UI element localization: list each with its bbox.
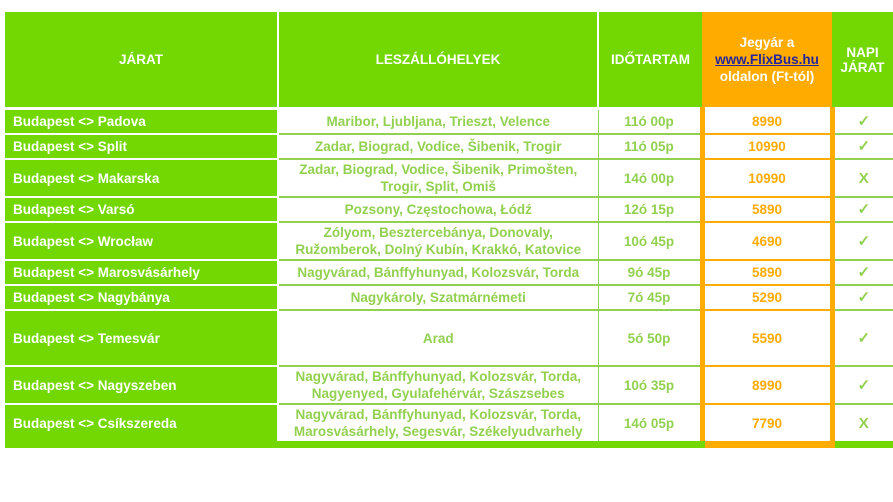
routes-table [5, 12, 893, 448]
stops-cell: Pozsony, Częstochowa, Łódź [278, 197, 598, 222]
duration-cell: 14ó 05p [598, 404, 702, 445]
flixbus-link[interactable]: www.FlixBus.hu [715, 52, 819, 67]
duration-cell: 14ó 00p [598, 159, 702, 197]
stops-cell: Zadar, Biograd, Vodice, Šibenik, Primošten, Trogir, Split, Omiš [278, 159, 598, 197]
stops-cell: Zólyom, Besztercebánya, Donovaly, Ružomberok, Dolný Kubín, Krakkó, Katovice [278, 222, 598, 260]
route-cell: Budapest <> Nagyszeben [5, 366, 278, 404]
price-cell: 8990 [702, 366, 832, 404]
daily-mark-cell: ✓ [832, 109, 893, 135]
daily-mark-cell: ✓ [832, 222, 893, 260]
header-idotartam: IDŐTARTAM [598, 12, 702, 109]
route-cell: Budapest <> Wrocław [5, 222, 278, 260]
route-cell: Budapest <> Temesvár [5, 310, 278, 366]
duration-cell: 11ó 00p [598, 109, 702, 135]
stops-cell: Maribor, Ljubljana, Trieszt, Velence [278, 109, 598, 135]
route-cell: Budapest <> Marosvásárhely [5, 260, 278, 285]
table-row [5, 404, 893, 445]
price-cell: 5590 [702, 310, 832, 366]
duration-cell: 12ó 15p [598, 197, 702, 222]
route-cell: Budapest <> Varsó [5, 197, 278, 222]
price-cell: 4690 [702, 222, 832, 260]
table-row [5, 366, 893, 404]
route-cell: Budapest <> Csíkszereda [5, 404, 278, 445]
duration-cell: 10ó 45p [598, 222, 702, 260]
price-cell: 7790 [702, 404, 832, 445]
price-header-line-1: Jegyár a [739, 35, 795, 50]
daily-mark-cell: X [832, 404, 893, 445]
price-cell: 10990 [702, 134, 832, 159]
duration-cell: 9ó 45p [598, 260, 702, 285]
stops-cell: Nagyvárad, Bánffyhunyad, Kolozsvár, Torda, Nagyenyed, Gyulafehérvár, Szászsebes [278, 366, 598, 404]
daily-mark-cell: ✓ [832, 366, 893, 404]
table-body [5, 109, 893, 445]
header-jegyar [702, 12, 832, 109]
daily-mark-cell: ✓ [832, 134, 893, 159]
price-cell: 5890 [702, 197, 832, 222]
daily-mark-cell: ✓ [832, 260, 893, 285]
stops-cell: Zadar, Biograd, Vodice, Šibenik, Trogir [278, 134, 598, 159]
route-cell: Budapest <> Nagybánya [5, 285, 278, 310]
duration-cell: 11ó 05p [598, 134, 702, 159]
daily-mark-cell: ✓ [832, 285, 893, 310]
stops-cell: Arad [278, 310, 598, 366]
table-row [5, 285, 893, 310]
table-row [5, 159, 893, 197]
header-row [5, 12, 893, 109]
table-row [5, 197, 893, 222]
route-cell: Budapest <> Padova [5, 109, 278, 135]
header-leszallohelyek: LESZÁLLÓHELYEK [278, 12, 598, 109]
route-cell: Budapest <> Split [5, 134, 278, 159]
duration-cell: 5ó 50p [598, 310, 702, 366]
stops-cell: Nagykároly, Szatmárnémeti [278, 285, 598, 310]
table-row [5, 222, 893, 260]
table-row [5, 310, 893, 366]
stops-cell: Nagyvárad, Bánffyhunyad, Kolozsvár, Torda [278, 260, 598, 285]
price-cell: 5290 [702, 285, 832, 310]
price-cell: 10990 [702, 159, 832, 197]
header-napi-jarat: NAPI JÁRAT [832, 12, 893, 109]
daily-mark-cell: ✓ [832, 197, 893, 222]
price-cell: 5890 [702, 260, 832, 285]
duration-cell: 7ó 45p [598, 285, 702, 310]
price-cell: 8990 [702, 109, 832, 135]
route-cell: Budapest <> Makarska [5, 159, 278, 197]
table-row [5, 134, 893, 159]
table-row [5, 109, 893, 135]
daily-mark-cell: X [832, 159, 893, 197]
stops-cell: Nagyvárad, Bánffyhunyad, Kolozsvár, Torda, Marosvásárhely, Segesvár, Székelyudvarhely [278, 404, 598, 445]
daily-mark-cell: ✓ [832, 310, 893, 366]
duration-cell: 10ó 35p [598, 366, 702, 404]
price-header-line-2: oldalon (Ft-tól) [719, 69, 815, 84]
header-jarat: JÁRAT [5, 12, 278, 109]
table-row [5, 260, 893, 285]
